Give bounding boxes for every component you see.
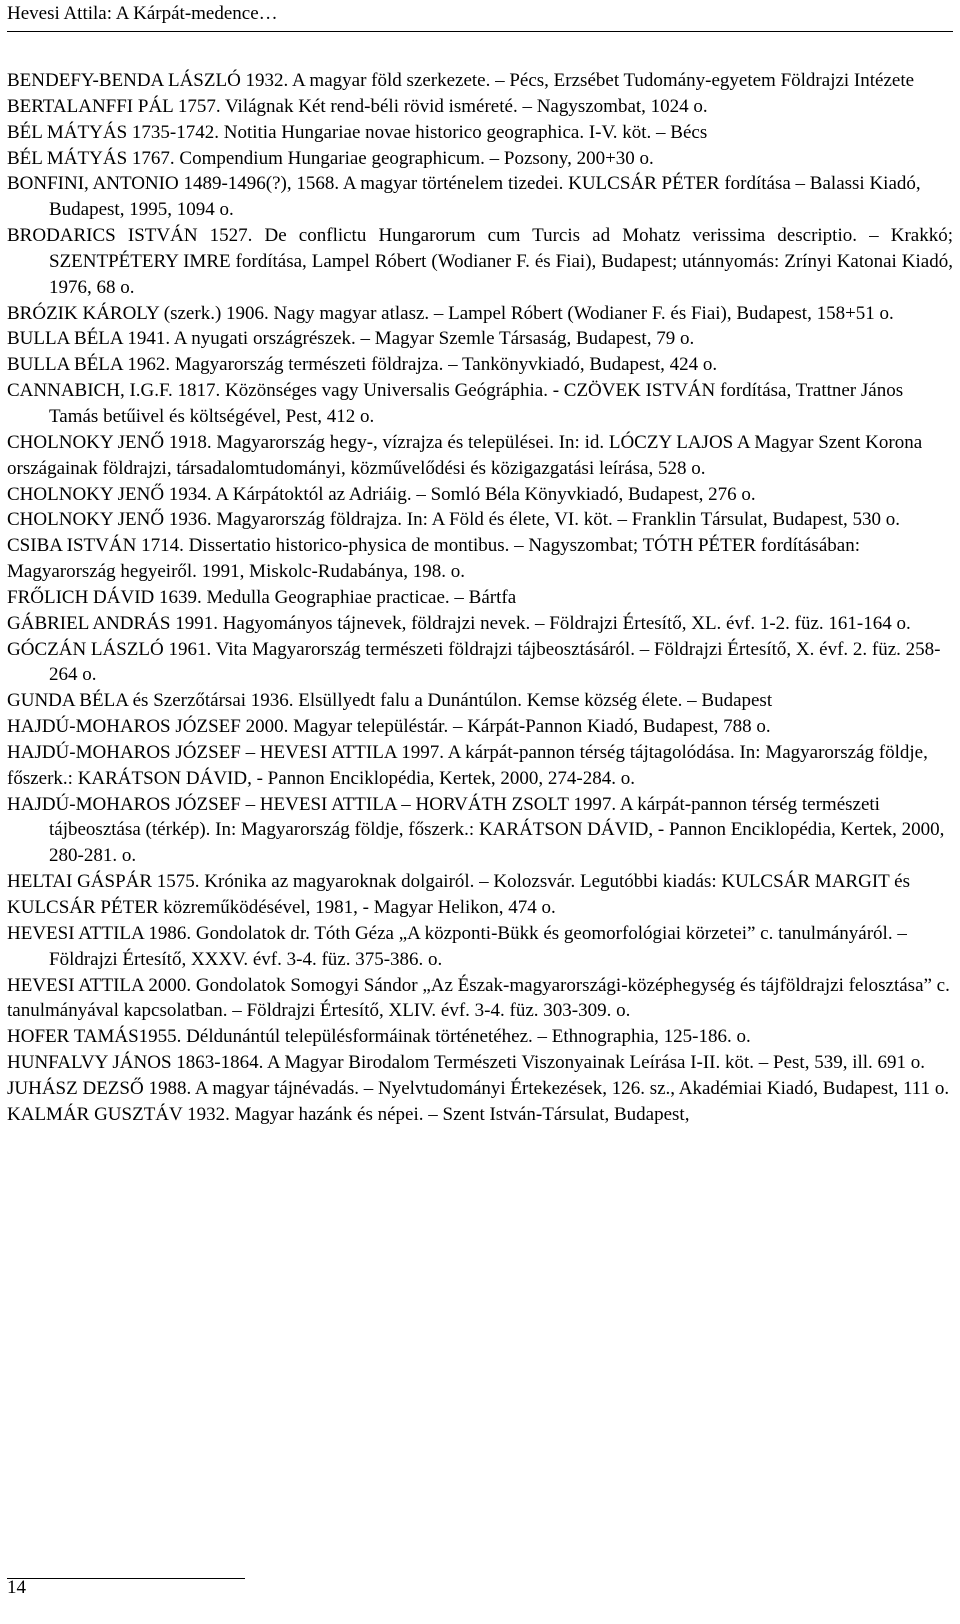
bibliography-entry: BULLA BÉLA 1941. A nyugati országrészek. – Magyar Szemle Társaság, Budapest, 79 o. bbox=[7, 328, 695, 350]
bibliography-entry: CHOLNOKY JENŐ 1936. Magyarország földrajza. In: A Föld és élete, VI. köt. – Franklin Társulat, Budapest, 530 o. bbox=[7, 509, 901, 531]
header-rule bbox=[7, 31, 953, 32]
bibliography-entry: BRODARICS ISTVÁN 1527. De conflictu Hungarorum cum Turcis ad Mohatz verissima descriptio. – Krakkó; SZENTPÉTERY IMRE fordítása, Lampel Róbert (Wodianer F. és Fiai), Budapest; utánnyomás: Zrínyi Katonai Kiadó, 1976, 68 o. bbox=[7, 225, 953, 298]
bibliography-entry: JUHÁSZ DEZSŐ 1988. A magyar tájnévadás. – Nyelvtudományi Értekezések, 126. sz., Akadémiai Kiadó, Budapest, 111 o. bbox=[7, 1077, 950, 1099]
page-number: 14 bbox=[7, 1577, 26, 1598]
bibliography-entry: HUNFALVY JÁNOS 1863-1864. A Magyar Birodalom Természeti Viszonyainak Leírása I-II. köt. – Pest, 539, ill. 691 o. bbox=[7, 1052, 926, 1074]
bibliography-entry: BENDEFY-BENDA LÁSZLÓ 1932. A magyar föld szerkezete. – Pécs, Erzsébet Tudomány-egyetem Földrajzi Intézete bbox=[7, 70, 915, 91]
bibliography-entry: FRŐLICH DÁVID 1639. Medulla Geographiae practicae. – Bártfa bbox=[7, 586, 517, 608]
bibliography-entry: BRÓZIK KÁROLY (szerk.) 1906. Nagy magyar atlasz. – Lampel Róbert (Wodianer F. és Fiai), Budapest, 158+51 o. bbox=[7, 302, 894, 324]
bibliography-entry: CHOLNOKY JENŐ 1934. A Kárpátoktól az Adriáig. – Somló Béla Könyvkiadó, Budapest, 276 o. bbox=[7, 483, 756, 505]
bibliography-entry: HAJDÚ-MOHAROS JÓZSEF – HEVESI ATTILA – HORVÁTH ZSOLT 1997. A kárpát-pannon térség természeti tájbeosztása (térkép). In: Magyarország földje, főszerk.: KARÁTSON DÁVID, - Pannon Enciklopédia, Kertek, 2000, 280-281. o. bbox=[7, 793, 945, 867]
bibliography-entry: HELTAI GÁSPÁR 1575. Krónika az magyaroknak dolgairól. – Kolozsvár. Legutóbbi kiadás: KULCSÁR MARGIT és KULCSÁR PÉTER közreműködésével, 1981, - Magyar Helikon, 474 o. bbox=[7, 871, 910, 918]
bibliography-entry: HAJDÚ-MOHAROS JÓZSEF – HEVESI ATTILA 1997. A kárpát-pannon térség tájtagolódása. In: Magyarország földje, főszerk.: KARÁTSON DÁVID, - Pannon Enciklopédia, Kertek, 2000, 274-284. o. bbox=[7, 741, 928, 789]
bibliography-entry: HEVESI ATTILA 1986. Gondolatok dr. Tóth Géza „A központi-Bükk és geomorfológiai körzetei” c. tanulmányáról. – Földrajzi Értesítő, XXXV. évf. 3-4. füz. 375-386. o. bbox=[7, 922, 907, 970]
bibliography-entry: BÉL MÁTYÁS 1735-1742. Notitia Hungariae novae historico geographica. I-V. köt. – Bécs bbox=[7, 121, 708, 143]
bibliography-entry: BULLA BÉLA 1962. Magyarország természeti földrajza. – Tankönyvkiadó, Budapest, 424 o. bbox=[7, 354, 718, 376]
bibliography-entry: KALMÁR GUSZTÁV 1932. Magyar hazánk és népei. – Szent István-Társulat, Budapest, bbox=[7, 1103, 690, 1125]
bibliography-entry: BONFINI, ANTONIO 1489-1496(?), 1568. A magyar történelem tizedei. KULCSÁR PÉTER fordítása – Balassi Kiadó, Budapest, 1995, 1094 o. bbox=[7, 173, 921, 221]
bibliography-entry: BÉL MÁTYÁS 1767. Compendium Hungariae geographicum. – Pozsony, 200+30 o. bbox=[7, 147, 654, 169]
bibliography-entry: HOFER TAMÁS1955. Déldunántúl településformáinak történetéhez. – Ethnographia, 125-186. o. bbox=[7, 1026, 751, 1048]
bibliography-entry: CSIBA ISTVÁN 1714. Dissertatio historico-physica de montibus. – Nagyszombat; TÓTH PÉTER fordításában: Magyarország hegyeiről. 1991, Miskolc-Rudabánya, 198. o. bbox=[7, 535, 860, 583]
bibliography-entry: GÁBRIEL ANDRÁS 1991. Hagyományos tájnevek, földrajzi nevek. – Földrajzi Értesítő, XL. évf. 1-2. füz. 161-164 o. bbox=[7, 612, 911, 634]
bibliography-entry: GÓCZÁN LÁSZLÓ 1961. Vita Magyarország természeti földrajzi tájbeosztásáról. – Földrajzi Értesítő, X. évf. 2. füz. 258-264 o. bbox=[7, 638, 941, 686]
bibliography-entry: CHOLNOKY JENŐ 1918. Magyarország hegy-, vízrajza és települései. In: id. LÓCZY LAJOS A Magyar Szent Korona országainak földrajzi, társadalomtudományi, közművelődési és közigazgatási leírása, 528 o. bbox=[7, 431, 923, 479]
bibliography-entry: BERTALANFFI PÁL 1757. Világnak Két rend-béli rövid isméreté. – Nagyszombat, 1024 o. bbox=[7, 95, 708, 117]
bibliography-entry: HEVESI ATTILA 2000. Gondolatok Somogyi Sándor „Az Észak-magyarországi-középhegység és tájföldrajzi felosztása” c. tanulmányával kapcsolatban. – Földrajzi Értesítő, XLIV. évf. 3-4. füz. 303-309. o. bbox=[7, 974, 950, 1022]
footer-rule bbox=[7, 1578, 245, 1579]
bibliography-list bbox=[7, 68, 953, 1128]
bibliography-entry: CANNABICH, I.G.F. 1817. Közönséges vagy Universalis Geógráphia. - CZÖVEK ISTVÁN fordítása, Trattner János Tamás betűivel és költségével, Pest, 412 o. bbox=[7, 380, 904, 427]
bibliography-entry: HAJDÚ-MOHAROS JÓZSEF 2000. Magyar településtár. – Kárpát-Pannon Kiadó, Budapest, 788 o. bbox=[7, 716, 771, 738]
bibliography-entry: GUNDA BÉLA és Szerzőtársai 1936. Elsüllyedt falu a Dunántúlon. Kemse község élete. – Budapest bbox=[7, 690, 773, 712]
running-header: Hevesi Attila: A Kárpát-medence… bbox=[7, 3, 278, 24]
